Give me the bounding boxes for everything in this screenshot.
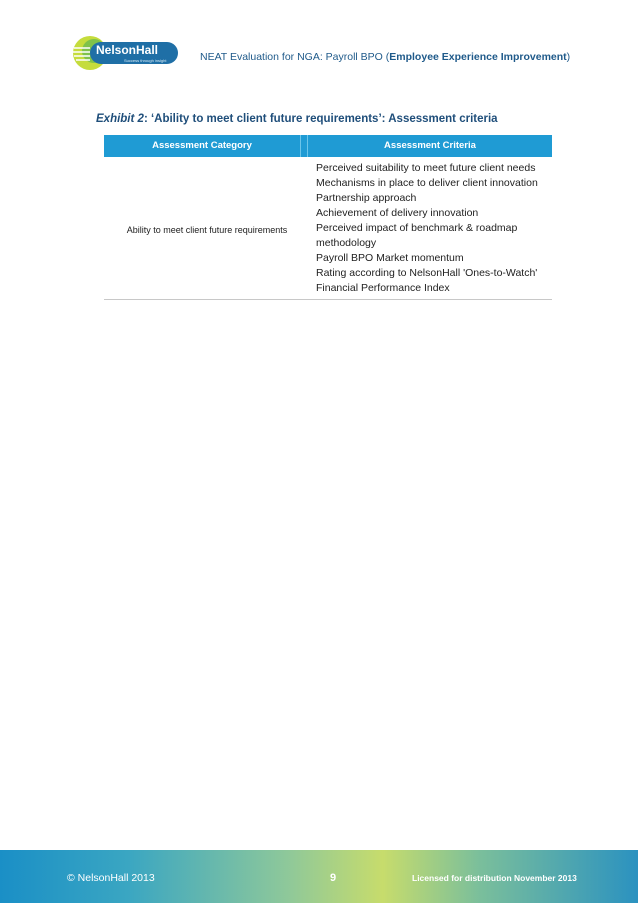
criteria-item: Partnership approach (316, 192, 417, 204)
exhibit-title: : ‘Ability to meet client future requirements’: Assessment criteria (143, 113, 498, 125)
criteria-cell (310, 157, 552, 299)
table-header-row (104, 135, 552, 157)
page-footer (0, 850, 638, 903)
logo-wordmark: NelsonHall (90, 42, 178, 64)
exhibit-caption (96, 113, 498, 125)
assessment-table (104, 135, 552, 300)
category-cell: Ability to meet client future requirements (126, 225, 288, 235)
criteria-item: Achievement of delivery innovation (316, 207, 479, 219)
page-header (0, 0, 638, 80)
nelsonhall-logo (70, 34, 180, 72)
table-row (104, 157, 552, 300)
exhibit-label: Exhibit 2 (96, 113, 144, 125)
criteria-item: Payroll BPO Market momentum (316, 252, 464, 264)
criteria-item: Perceived suitability to meet future client needs (316, 162, 536, 174)
footer-license: Licensed for distribution November 2013 (412, 873, 577, 883)
criteria-item: Rating according to NelsonHall 'Ones-to-Watch' Financial Performance Index (316, 267, 538, 294)
footer-page-number: 9 (330, 872, 337, 884)
header-separator (300, 135, 308, 157)
footer-copyright: © NelsonHall 2013 (67, 872, 155, 884)
header-title: NEAT Evaluation for NGA: Payroll BPO (Employee Experience Improvement) (200, 51, 571, 63)
criteria-item: Mechanisms in place to deliver client innovation (316, 177, 538, 189)
logo-tagline: Success through insight (124, 58, 167, 63)
header-assessment-criteria: Assessment Criteria (384, 140, 476, 151)
header-assessment-category: Assessment Category (152, 140, 252, 151)
criteria-item: Perceived impact of benchmark & roadmap methodology (316, 222, 518, 249)
